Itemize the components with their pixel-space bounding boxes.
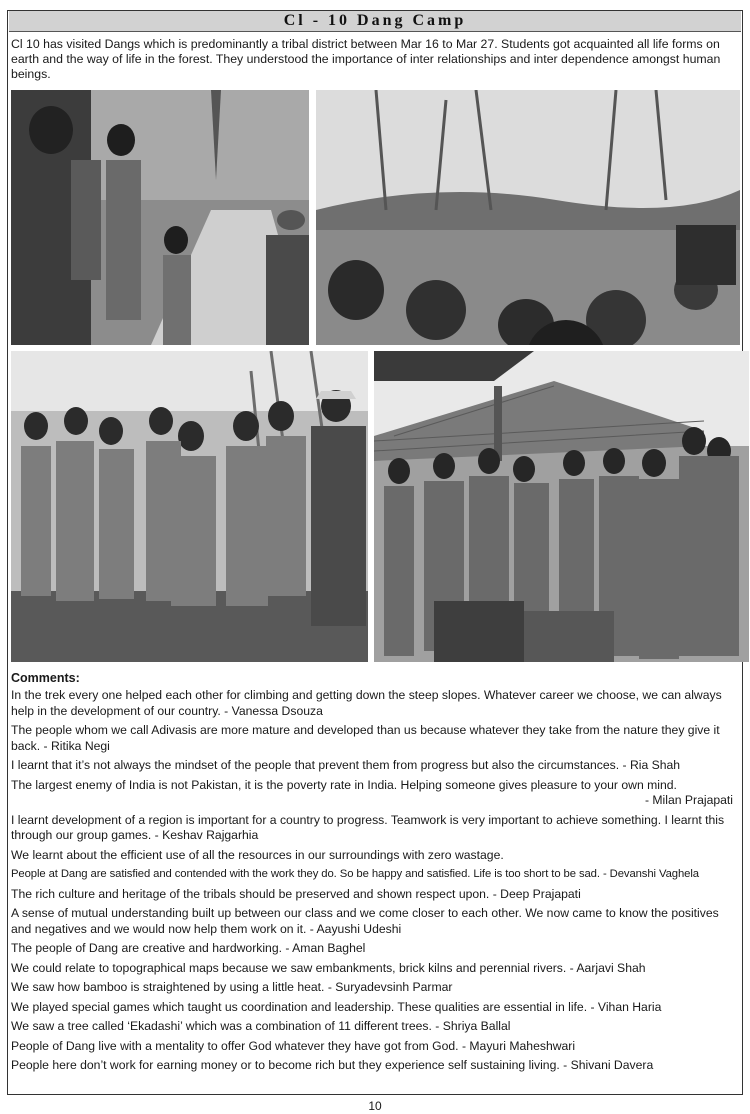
comment-item: We played special games which taught us coordination and leadership. These qualities are essential in life. - Vihan Haria <box>11 999 662 1014</box>
photo-students-with-guide-on-trail <box>11 90 309 345</box>
title-bar <box>9 11 741 32</box>
page-title: Cl - 10 Dang Camp <box>283 12 467 29</box>
comment-item: People at Dang are satisfied and contended with the work they do. So be happy and satisfied. Life is too short to be sad. - Devanshi Vaghela <box>11 868 699 880</box>
comments-heading: Comments: <box>11 671 80 685</box>
page-number: 10 <box>368 1099 382 1113</box>
comment-author: Ria Shah <box>629 758 681 772</box>
photo-group-of-girls-with-guide <box>11 351 368 662</box>
comment-item: People of Dang live with a mentality to offer God whatever they have got from God. - Mayuri Maheshwari <box>11 1038 576 1053</box>
comment-author: Shriya Ballal <box>442 1019 511 1033</box>
comments-list <box>11 688 741 1078</box>
comment-item: In the trek every one helped each other for climbing and getting down the steep slopes. Whatever career we choose, we can always help in the development of our country. - Vanessa Dsouza <box>11 688 722 718</box>
photo-students-seated-in-circle-with-guide <box>316 90 740 345</box>
comment-author: Shivani Davera <box>570 1058 654 1072</box>
comment-author: Mayuri Maheshwari <box>469 1038 576 1053</box>
comment-item: We saw how bamboo is straightened by using a little heat. - Suryadevsinh Parmar <box>11 980 453 994</box>
comment-item: We could relate to topographical maps because we saw embankments, brick kilns and perennial rivers. - Aarjavi Shah <box>11 960 646 975</box>
comment-item: A sense of mutual understanding built up between our class and we come closer to each other. We now came to know the positives and negatives and we would now help them work on it. - Aayushi Udeshi <box>11 906 719 936</box>
comment-item: The people whom we call Adivasis are more mature and developed than us because whatever they take from the nature they give it back. - Ritika Negi <box>11 723 720 753</box>
comment-item: People here don’t work for earning money or to become rich but they experience self sustaining living. - Shivani Davera <box>11 1058 654 1072</box>
comment-item: We learnt about the efficient use of all the resources in our surroundings with zero wastage. <box>11 847 504 862</box>
comment-item: We saw a tree called ‘Ekadashi’ which was a combination of 11 different trees. - Shriya Ballal <box>11 1019 511 1033</box>
comment-author: Vanessa Dsouza <box>231 703 323 718</box>
comment-item: I learnt development of a region is important for a country to progress. Teamwork is very important to achieve something. I learnt this through our group games. - Keshav Rajgarhia <box>11 812 725 842</box>
comment-author: - Milan Prajapati <box>644 793 733 807</box>
comment-author: Suryadevsinh Parmar <box>335 980 453 994</box>
comment-item: The rich culture and heritage of the tribals should be preserved and shown respect upon. - Deep Prajapati <box>11 886 581 901</box>
comment-author: Devanshi Vaghela <box>609 868 699 880</box>
comment-author: Aayushi Udeshi <box>316 921 402 936</box>
comment-item: I learnt that it’s not always the mindset of the people that prevent them from progress but also the circumstances. - Ria Shah <box>11 758 681 772</box>
comment-author: Ritika Negi <box>50 738 110 753</box>
comment-author: Aarjavi Shah <box>576 960 646 975</box>
comment-item: The largest enemy of India is not Pakistan, it is the poverty rate in India. Helping someone gives pleasure to your own mind. - Milan Prajapati <box>11 778 741 809</box>
comment-author: Aman Baghel <box>292 941 366 955</box>
photo-group-under-tiled-roof <box>374 351 749 662</box>
comment-author: Vihan Haria <box>597 999 662 1014</box>
comment-item: The people of Dang are creative and hardworking. - Aman Baghel <box>11 941 366 955</box>
comment-author: Deep Prajapati <box>500 886 581 901</box>
comment-author: Keshav Rajgarhia <box>162 828 259 842</box>
intro-paragraph: Cl 10 has visited Dangs which is predominantly a tribal district between Mar 16 to Mar 27. Students got acquainted all life forms on earth and the way of life in the forest. They understood the importance of inter relationships and inter dependence amongst human beings. <box>11 37 721 81</box>
